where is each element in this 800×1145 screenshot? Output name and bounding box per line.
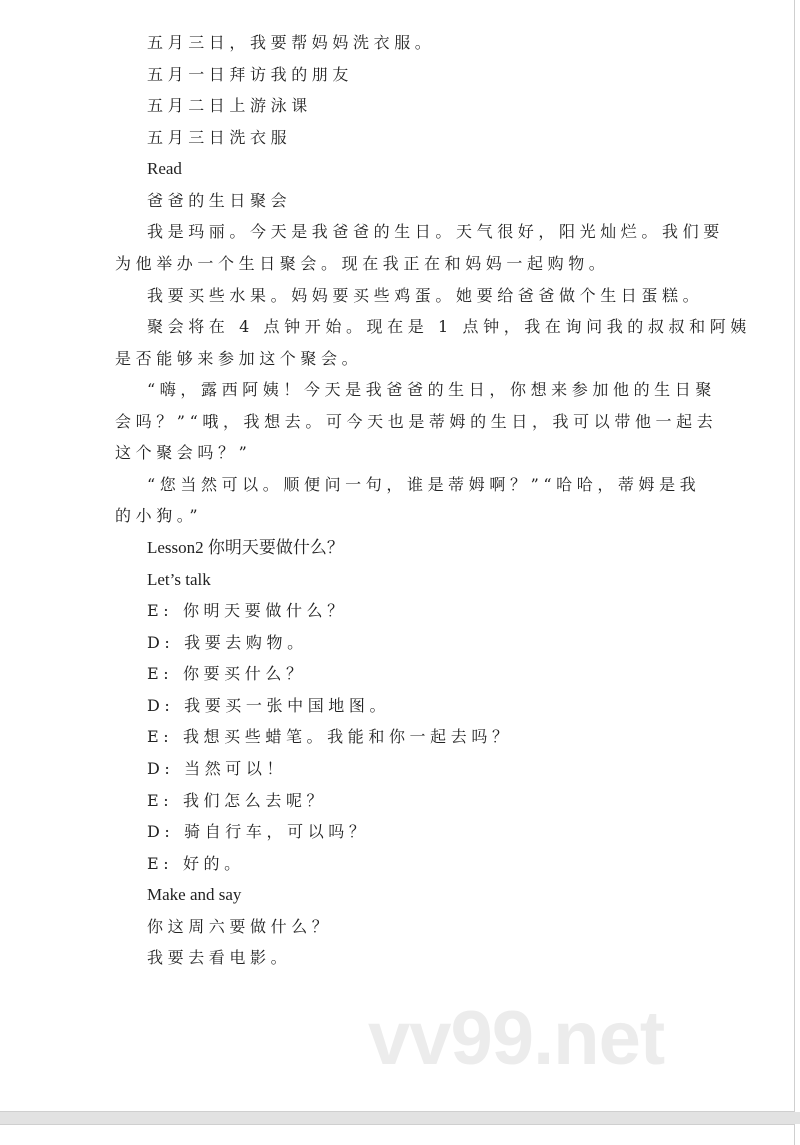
text-line: Let’s talk: [147, 569, 211, 589]
text-line: “您当然可以。顺便问一句，谁是蒂姆啊？”“哈哈，蒂姆是我: [147, 474, 701, 494]
text-line: Make and say: [147, 885, 242, 905]
text-line: 是否能够来参加这个聚会。: [115, 348, 363, 368]
text-line: E: 你要买什么？: [147, 664, 307, 684]
next-page: [0, 1124, 795, 1145]
text-line: 五月二日上游泳课: [147, 96, 312, 116]
text-line: 我是玛丽。今天是我爸爸的生日。天气很好，阳光灿烂。我们要: [147, 222, 724, 242]
document-body: [115, 27, 751, 974]
text-line: Lesson2 你明天要做什么？: [147, 538, 344, 557]
text-line: 五月三日，我要帮妈妈洗衣服。: [147, 33, 436, 52]
text-line: D: 当然可以！: [147, 758, 288, 778]
text-line: 我要买些水果。妈妈要买些鸡蛋。她要给爸爸做个生日蛋糕。: [147, 285, 704, 305]
text-line: “嗨，露西阿姨！今天是我爸爸的生日，你想来参加他的生日聚: [147, 380, 716, 400]
text-line: 为他举办一个生日聚会。现在我正在和妈妈一起购物。: [115, 253, 610, 273]
text-line: D: 骑自行车，可以吗？: [147, 822, 370, 842]
text-line: D: 我要买一张中国地图。: [147, 695, 391, 715]
text-line: 聚会将在 4 点钟开始。现在是 1 点钟，我在询问我的叔叔和阿姨: [147, 317, 751, 337]
text-line: Read: [147, 159, 182, 179]
text-line: 的小狗。”: [115, 506, 203, 526]
text-line: E: 你明天要做什么？: [147, 601, 348, 621]
text-line: 五月一日拜访我的朋友: [147, 64, 354, 84]
text-line: E: 好的。: [147, 853, 245, 873]
text-line: 你这周六要做什么？: [147, 916, 333, 936]
text-line: E: 我想买些蜡笔。我能和你一起去吗？: [147, 727, 513, 747]
text-line: 五月三日洗衣服: [147, 127, 292, 147]
text-line: 我要去看电影。: [147, 948, 292, 968]
watermark: vv99.net: [368, 996, 665, 1081]
text-line: 这个聚会吗？”: [115, 443, 252, 463]
text-line: 会吗？”“哦，我想去。可今天也是蒂姆的生日，我可以带他一起去: [115, 411, 718, 431]
text-line: 爸爸的生日聚会: [147, 190, 292, 210]
text-line: E: 我们怎么去呢？: [147, 790, 328, 810]
text-line: D: 我要去购物。: [147, 632, 308, 652]
page-separator: [0, 1112, 800, 1124]
